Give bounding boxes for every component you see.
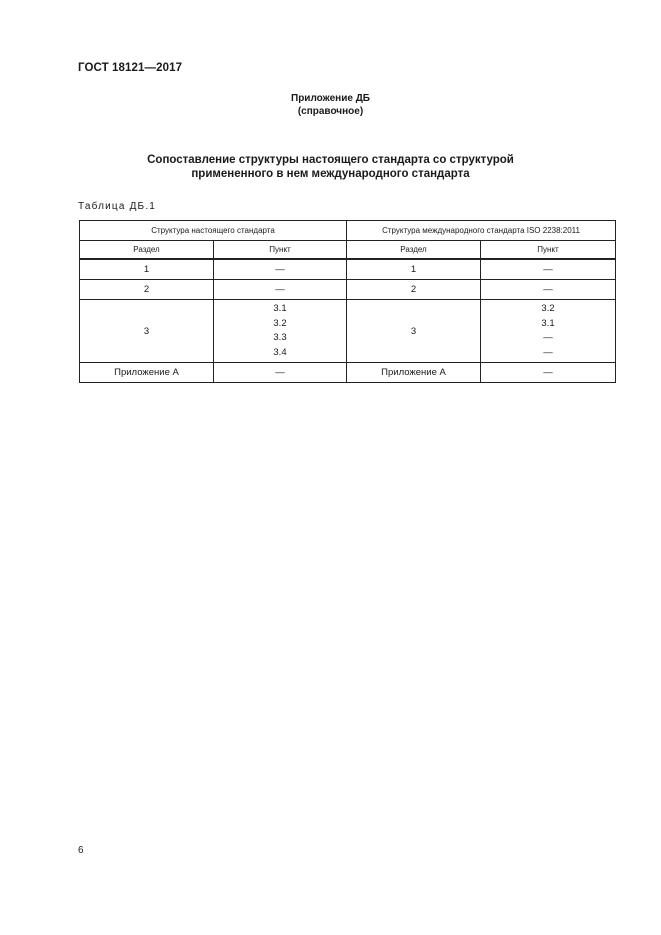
table-row [80, 300, 616, 363]
group-header-local: Структура настоящего стандарта [80, 221, 347, 241]
local-section-cell: 1 [80, 259, 214, 280]
intl-item: — [543, 332, 553, 343]
local-item-cell: — [214, 280, 347, 300]
intl-item-cell: — [481, 259, 616, 280]
intl-items-cell [481, 300, 616, 363]
intl-item: 3.2 [541, 303, 555, 314]
document-header: ГОСТ 18121—2017 [78, 62, 183, 74]
intl-item: 3.1 [541, 317, 555, 329]
table-caption: Таблица ДБ.1 [78, 201, 157, 212]
intl-section-cell: 2 [347, 280, 481, 300]
appendix-heading [0, 92, 661, 118]
column-header-intl-item: Пункт [481, 241, 616, 260]
intl-section-cell: Приложение А [347, 363, 481, 383]
page-number: 6 [78, 845, 84, 856]
local-item: 3.2 [273, 317, 287, 329]
local-item: 3.3 [273, 332, 287, 343]
intl-section-cell: 3 [347, 300, 481, 363]
intl-item: — [543, 346, 553, 358]
local-item-cell: — [214, 259, 347, 280]
local-section-cell: 2 [80, 280, 214, 300]
table-column-header-row [80, 241, 616, 260]
table-row [80, 280, 616, 300]
appendix-title: Приложение ДБ [291, 93, 370, 104]
section-title [0, 153, 661, 181]
intl-item-cell: — [481, 363, 616, 383]
column-header-intl-section: Раздел [347, 241, 481, 260]
structure-comparison-table [79, 220, 616, 383]
group-header-international: Структура международного стандарта ISO 2238:2011 [347, 221, 616, 241]
column-header-local-section: Раздел [80, 241, 214, 260]
local-items-cell [214, 300, 347, 363]
local-section-cell: Приложение А [80, 363, 214, 383]
intl-item-cell: — [481, 280, 616, 300]
section-title-line-2: примененного в нем международного стандарта [191, 168, 470, 180]
section-title-line-1: Сопоставление структуры настоящего стандарта со структурой [147, 154, 514, 166]
intl-section-cell: 1 [347, 259, 481, 280]
local-item: 3.1 [273, 303, 287, 314]
column-header-local-item: Пункт [214, 241, 347, 260]
appendix-subtitle: (справочное) [297, 106, 364, 117]
table-row [80, 259, 616, 280]
table-row [80, 363, 616, 383]
local-section-cell: 3 [80, 300, 214, 363]
local-item: 3.4 [273, 346, 287, 358]
local-item-cell: — [214, 363, 347, 383]
table-group-header-row [80, 221, 616, 241]
